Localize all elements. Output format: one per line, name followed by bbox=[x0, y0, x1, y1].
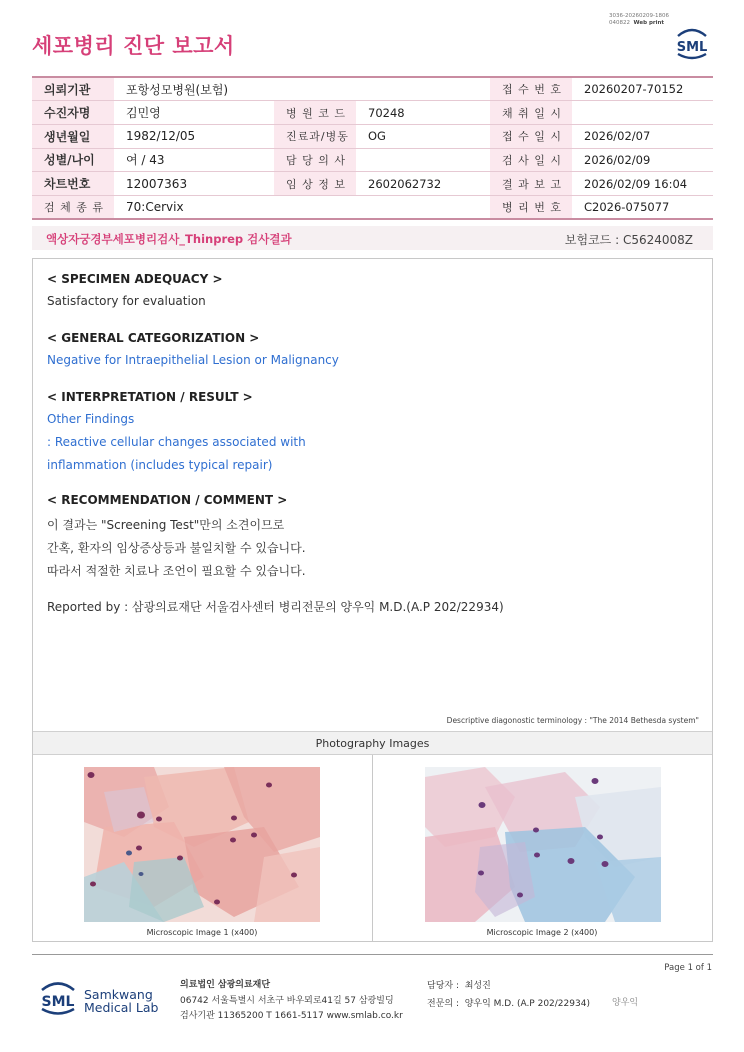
svg-text:SML: SML bbox=[676, 40, 708, 55]
categorization-heading: < GENERAL CATEGORIZATION > bbox=[47, 331, 260, 345]
footer-brand bbox=[84, 988, 158, 1014]
svg-text:SML: SML bbox=[41, 994, 75, 1010]
adequacy-text: Satisfactory for evaluation bbox=[47, 294, 206, 308]
value-clinical-info: 2602062732 bbox=[356, 172, 490, 196]
value-sex-age: 여 / 43 bbox=[114, 148, 274, 172]
label-accession-no: 접 수 번 호 bbox=[490, 77, 572, 101]
print-time: 040822 bbox=[609, 19, 631, 26]
info-row bbox=[32, 101, 713, 125]
org-contact: 검사기관 11365200 T 1661-5117 www.smlab.co.kr bbox=[180, 1011, 403, 1021]
label-requester: 의뢰기관 bbox=[32, 77, 114, 101]
categorization-text: Negative for Intraepithelial Lesion or Malignancy bbox=[47, 353, 339, 367]
info-row bbox=[32, 195, 713, 219]
info-row bbox=[32, 77, 713, 101]
interpretation-line3: inflammation (includes typical repair) bbox=[47, 458, 273, 472]
image-caption-1: Microscopic Image 1 (x400) bbox=[146, 928, 258, 937]
label-clinical-info: 임 상 정 보 bbox=[274, 172, 356, 196]
doctor-name: 양우익 M.D. (A.P 202/22934) bbox=[464, 998, 590, 1009]
label-test-date: 검 사 일 시 bbox=[490, 148, 572, 172]
bethesda-note: Descriptive diagonostic terminology : "The 2014 Bethesda system" bbox=[446, 716, 699, 725]
org-address: 06742 서울특별시 서초구 바우뫼로41길 57 삼광빌딩 bbox=[180, 995, 394, 1006]
label-pathology-no: 병 리 번 호 bbox=[490, 195, 572, 219]
label-chart-no: 차트번호 bbox=[32, 172, 114, 196]
print-meta bbox=[609, 13, 669, 26]
value-hospital-code: 70248 bbox=[356, 101, 490, 125]
brand-line1: Samkwang bbox=[84, 987, 153, 1002]
info-row bbox=[32, 124, 713, 148]
page-number: Page 1 of 1 bbox=[664, 963, 712, 973]
footer-staff bbox=[427, 978, 590, 1013]
value-result-report: 2026/02/09 16:04 bbox=[572, 172, 713, 196]
org-name: 의료법인 삼광의료재단 bbox=[180, 980, 271, 990]
sml-logo-icon bbox=[36, 980, 80, 1016]
recommendation-line1: 이 결과는 "Screening Test"만의 소견이므로 bbox=[47, 518, 285, 532]
sml-logo-icon bbox=[672, 26, 712, 60]
label-sex-age: 성별/나이 bbox=[32, 148, 114, 172]
photo-section-title: Photography Images bbox=[33, 731, 712, 755]
label-result-report: 결 과 보 고 bbox=[490, 172, 572, 196]
recommendation-line2: 간혹, 환자의 임상증상등과 불일치할 수 있습니다. bbox=[47, 541, 306, 555]
value-patient-name: 김민영 bbox=[114, 101, 274, 125]
interpretation-heading: < INTERPRETATION / RESULT > bbox=[47, 390, 253, 404]
interpretation-line2: : Reactive cellular changes associated with bbox=[47, 435, 306, 449]
doctor-signature: 양우익 bbox=[612, 998, 639, 1008]
value-collection-date bbox=[572, 101, 713, 125]
value-physician bbox=[356, 148, 490, 172]
info-row bbox=[32, 148, 713, 172]
value-requester: 포항성모병원(보험) bbox=[114, 77, 490, 101]
value-test-date: 2026/02/09 bbox=[572, 148, 713, 172]
recommendation-line3: 따라서 적절한 치료나 조언이 필요할 수 있습니다. bbox=[47, 564, 306, 578]
value-department: OG bbox=[356, 124, 490, 148]
value-received-date: 2026/02/07 bbox=[572, 124, 713, 148]
info-row bbox=[32, 172, 713, 196]
insurance-code: 보험코드 : C5624008Z bbox=[564, 233, 693, 247]
test-name-bar bbox=[32, 226, 713, 250]
test-name: 액상자궁경부세포병리검사_Thinprep 검사결과 bbox=[46, 232, 292, 246]
label-patient-name: 수진자명 bbox=[32, 101, 114, 125]
value-accession-no: 20260207-70152 bbox=[572, 77, 713, 101]
web-print-label: Web print bbox=[633, 19, 665, 26]
staff-label: 담당자 : bbox=[427, 981, 459, 991]
label-department: 진료과/병동 bbox=[274, 124, 356, 148]
report-body bbox=[32, 258, 713, 942]
label-collection-date: 채 취 일 시 bbox=[490, 101, 572, 125]
interpretation-line1: Other Findings bbox=[47, 412, 135, 426]
footer-organization bbox=[180, 978, 403, 1025]
value-pathology-no: C2026-075077 bbox=[572, 195, 713, 219]
value-chart-no: 12007363 bbox=[114, 172, 274, 196]
brand-line2: Medical Lab bbox=[84, 1000, 159, 1015]
adequacy-heading: < SPECIMEN ADEQUACY > bbox=[47, 272, 223, 286]
image-caption-2: Microscopic Image 2 (x400) bbox=[486, 928, 598, 937]
label-physician: 담 당 의 사 bbox=[274, 148, 356, 172]
report-title: 세포병리 진단 보고서 bbox=[32, 34, 235, 58]
microscopic-image-2 bbox=[425, 767, 661, 922]
reported-by: Reported by : 삼광의료재단 서울검사센터 병리전문의 양우익 M.D.(A.P 202/22934) bbox=[47, 600, 504, 614]
photo-divider bbox=[372, 755, 373, 941]
print-id: 3036-20260209-1806 bbox=[609, 13, 669, 19]
value-birthdate: 1982/12/05 bbox=[114, 124, 274, 148]
microscopic-image-1 bbox=[84, 767, 320, 922]
label-received-date: 접 수 일 시 bbox=[490, 124, 572, 148]
patient-info-table bbox=[32, 76, 713, 220]
label-specimen-type: 검 체 종 류 bbox=[32, 195, 114, 219]
doctor-label: 전문의 : bbox=[427, 998, 459, 1009]
label-hospital-code: 병 원 코 드 bbox=[274, 101, 356, 125]
value-specimen-type: 70:Cervix bbox=[114, 195, 490, 219]
staff-name: 최성진 bbox=[464, 981, 491, 991]
label-birthdate: 생년월일 bbox=[32, 124, 114, 148]
footer-divider bbox=[32, 954, 713, 955]
recommendation-heading: < RECOMMENDATION / COMMENT > bbox=[47, 493, 288, 507]
